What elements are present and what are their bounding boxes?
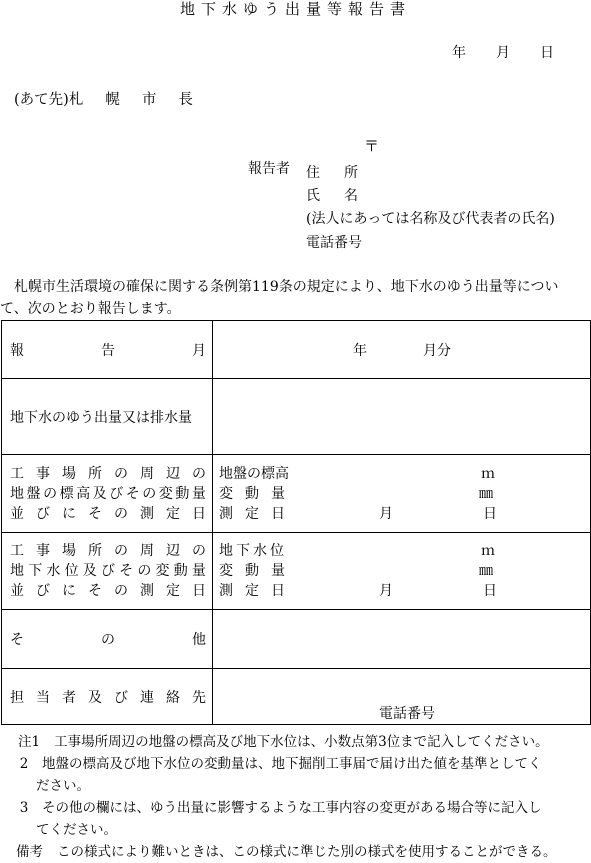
reporter-corp-note: (法人にあっては名称及び代表者の氏名) (306, 211, 555, 227)
date-day-unit: 日 (483, 583, 497, 599)
change-label: 変 動 量 (219, 563, 285, 579)
report-month-value[interactable]: 年 月分 (213, 321, 591, 379)
other-value[interactable] (213, 610, 591, 669)
addressee-char: 市 (141, 92, 157, 108)
groundwater-level-row (2, 533, 591, 610)
water-level-unit: ｍ (481, 543, 495, 559)
addressee-char: 幌 (105, 92, 120, 108)
date-month-label: 月 (496, 45, 510, 61)
contact-value[interactable] (213, 669, 591, 725)
note-2: 2 地盤の標高及び地下水位の変動量は、地下掘削工事届で届け出た値を基準としてく (19, 756, 542, 772)
contact-phone-label: 電話番号 (379, 705, 435, 722)
reporter-label: 報告者 (248, 161, 290, 177)
report-date (452, 46, 554, 60)
change-unit: ㎜ (479, 563, 493, 579)
addressee-char: 長 (178, 92, 193, 108)
intro-line-1: 札幌市生活環境の確保に関する条例第119条の規定により、地下水のゆう出量等につい (14, 279, 559, 295)
contact-label: 担 当 者 及 び 連 絡 先 (2, 669, 213, 725)
ground-elevation-label: 工 事 場 所 の 周 辺 の 地 盤 の 標 高 及 び そ の 変 動 量 並 び に そ の 測 定 日 (2, 455, 213, 533)
groundwater-level-values[interactable] (213, 533, 591, 610)
addressee-prefix: (あて先) (14, 92, 69, 108)
reporter-name-label: 氏 名 (306, 188, 358, 204)
addressee-char: 札 (68, 92, 84, 108)
report-table (1, 320, 591, 725)
report-month-row (2, 321, 591, 379)
form-title: 地下水ゆう出量等報告書 (179, 0, 411, 18)
date-label: 測 定 日 (219, 505, 285, 522)
groundwater-level-label: 工 事 場 所 の 周 辺 の 地 下 水 位 及 び そ の 変 動 量 並 び に そ の 測 定 日 (2, 533, 213, 610)
spring-volume-label: 地下水のゆう出量又は排水量 (2, 379, 213, 455)
notes (18, 731, 557, 863)
spring-volume-value[interactable] (213, 379, 591, 455)
ground-elevation-values[interactable] (213, 455, 591, 533)
postal-mark: 〒 (364, 137, 380, 155)
date-label: 測 定 日 (219, 583, 285, 599)
intro-line-2: て、次のとおり報告します。 (0, 301, 181, 317)
elevation-unit: ｍ (481, 465, 495, 482)
intro-paragraph (0, 276, 591, 320)
contact-row (2, 669, 591, 725)
date-day-unit: 日 (483, 505, 497, 522)
date-month-unit: 月 (379, 583, 393, 599)
date-year-label: 年 (452, 45, 466, 61)
note-3-cont: てください。 (36, 822, 117, 838)
report-month-label: 報 告 月 (2, 321, 213, 379)
remark: 備考 この様式により難いときは、この様式に準じた別の様式を使用することができる。 (16, 844, 557, 860)
note-3: 3 その他の欄には、ゆう出量に影響するような工事内容の変更がある場合等に記入し (19, 800, 542, 816)
water-level-label: 地 下 水 位 (219, 543, 284, 559)
ground-elevation-row (2, 455, 591, 533)
reporter-address-label: 住 所 (306, 165, 358, 181)
spring-volume-row (2, 379, 591, 455)
addressee (14, 93, 193, 108)
change-unit: ㎜ (479, 485, 493, 502)
note-1: 注1 工事場所周辺の地盤の標高及び地下水位は、小数点第3位まで記入してください。 (18, 734, 549, 750)
other-row (2, 610, 591, 669)
note-2-cont: ださい。 (36, 778, 90, 794)
date-day-label: 日 (540, 45, 554, 61)
reporter-phone-label: 電話番号 (306, 235, 362, 251)
other-label: そ の 他 (2, 610, 213, 669)
elevation-label: 地盤の標高 (219, 465, 289, 482)
date-month-unit: 月 (379, 505, 393, 522)
change-label: 変 動 量 (219, 485, 285, 502)
